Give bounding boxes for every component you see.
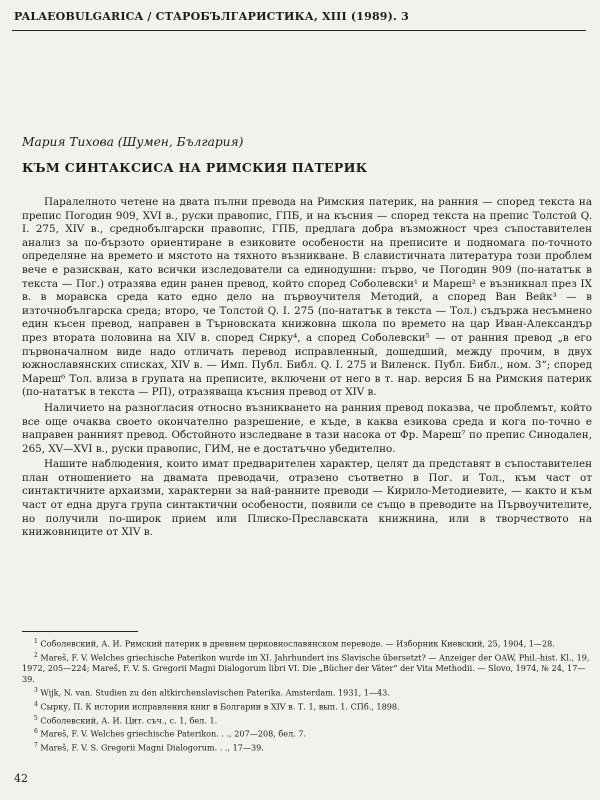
article-body — [22, 196, 592, 542]
footnote-text: Соболевский, А. И. Римский патерик в древнем церковнославянском переводе. — Изборник Киевский, 25, 1904, 1—28. — [40, 638, 555, 649]
footnote-text: Wijk, N. van. Studien zu den altkirchenslavischen Paterika. Amsterdam. 1931, 1—43. — [40, 688, 390, 699]
footnote — [22, 699, 592, 713]
body-paragraph: Нашите наблюдения, които имат предварителен характер, целят да представят в съпоставителен план отношението на двамата преводачи, отразено съответно в Пог. и Тол., към част от синтактичните архаизми, характерни за най-ранните преводи — Кирило-Методиевите, — както и към част от една друга група синтактични особености, появили се също в преводите на Първоучителите, но получили по-широк прием или Плиско-Преславската книжнина, или в творчеството на книжовниците от XIV в. — [22, 458, 592, 539]
article-author: Мария Тихова (Шумен, България) — [22, 135, 244, 149]
footnote — [22, 713, 592, 727]
footnote-text: Mareš, F. V. S. Gregorii Magni Dialogorum. . ., 17—39. — [40, 742, 264, 753]
footnote-number: 4 — [34, 701, 38, 709]
footnote-number: 1 — [34, 638, 38, 645]
footnote-text: Mareš, F. V. Welches griechische Paterikon. . ., 207—208, бел. 7. — [40, 729, 307, 740]
footnote-number: 3 — [34, 687, 38, 695]
footnote-number: 6 — [34, 728, 38, 736]
footnote — [22, 685, 592, 699]
footnote — [22, 726, 592, 740]
body-paragraph: Паралелното четене на двата пълни превода на Римския патерик, на ранния — според текста на препис Погодин 909, XVI в., руски правопис, ГПБ, и на късния — според текста на препис Толстой Q. I. 275, XIV в., среднобългарски правопис, ГПБ, предлага добра възможност чрез съпоставителен анализ за по-бързото ориентиране в езиковите особености на преписите и подномага по-точното определяне на времето и мястото на тяхното възникване. В славистичната литература този проблем вече е разискван, като всички изследователи са единодушни: първо, че Погодин 909 (по-нататък в текста — Пог.) отразява един ранен превод, който според Соболевски¹ и Мареш² е възникнал през IX в. в моравска среда като едно дело на първоучителя Методий, а според Ван Вейк³ — в източнобългарска среда; второ, че Толстой Q. I. 275 (по-нататък в текста — Тол.) съдържа несъмнено един късен превод, направен в Търновската книжовна школа по времето на цар Иван-Александър през втората половина на XIV в. според Сирку⁴, а според Соболевски⁵ — от ранния превод „в его първоначалном виде надо отличать перевод исправленный, дошедший, между прочим, в двух южнославянских списках, XIV в. — Имп. Публ. Библ. Q. I. 275 и Виленск. Публ. Библ., ном. 3“; според Мареш⁶ Тол. влиза в групата на преписите, включени от него в т. нар. версия Б на Римския патерик (по-нататък в текста — РП), отразяваща късния превод от XIV в. — [22, 196, 592, 399]
footnote-number: 2 — [34, 651, 38, 659]
article-title: КЪМ СИНТАКСИСА НА РИМСКИЯ ПАТЕРИК — [22, 160, 368, 175]
footnote-rule — [22, 631, 138, 632]
footnote-text: Соболевский, А. И. Цит. съч., с. 1, бел. 1. — [40, 715, 218, 726]
footnote — [22, 636, 592, 650]
footnote-text: Mareš, F. V. Welches griechische Paterikon wurde im XI. Jahrhundert ins Slavische übersetzt? — Anzeiger der OAW, Phil.-hist. Kl., 19, 1972, 205—224; Mareš, F. V. S. Gregorii Magni Dialogorum libri VI. Die „Bücher der Väter“ der Vita Methodii. — Slovo, 1974, № 24, 17—39. — [22, 652, 590, 685]
footnote — [22, 740, 592, 754]
footnote-number: 5 — [34, 714, 38, 722]
header-rule — [12, 30, 586, 31]
running-header: PALAEOBULGARICA / СТАРОБЪЛГАРИСТИКА, XIII (1989). 3 — [14, 10, 409, 23]
footnote — [22, 650, 592, 686]
body-paragraph: Наличието на разногласия относно възникването на ранния превод показва, че проблемът, който все още очаква своето окончателно разрешение, е къде, в каква езикова среда и кога по-точно е направен ранният превод. Обстойното изследване в тази насока от Фр. Мареш⁷ по препис Синодален, 265, XV—XVI в., руски правопис, ГИМ, не е достатъчно убедително. — [22, 401, 592, 455]
footnotes — [22, 636, 592, 754]
footnote-number: 7 — [34, 742, 38, 750]
footnote-text: Сырку, П. К истории исправления книг в Болгарии в XIV в. Т. 1, вып. 1. СПб., 1898. — [40, 701, 400, 712]
page-number: 42 — [14, 772, 28, 785]
